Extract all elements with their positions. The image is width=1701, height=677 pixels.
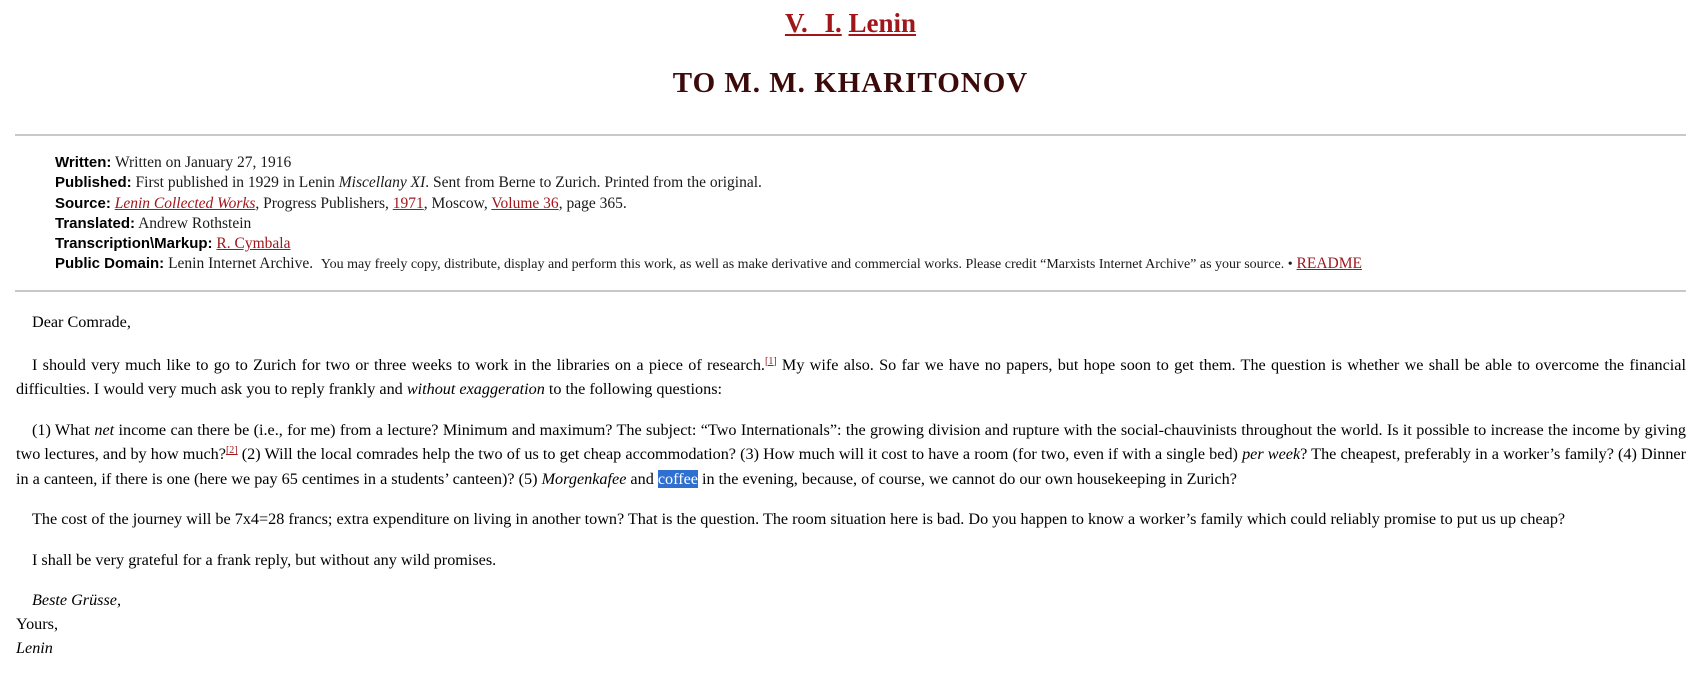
p1-text-c: to the following questions: (544, 380, 722, 398)
public-domain-archive: Lenin Internet Archive. (168, 255, 314, 273)
info-public-domain (55, 254, 1675, 275)
written-value: Written on January 27, 1916 (115, 154, 292, 171)
p2-text-e: and (626, 469, 658, 488)
p1-text-b: My wife also. So far we have no papers, but hope soon to get them. The question is whether we shall be able to overcome the financial difficulties. I would very much ask you to reply frankly and (16, 355, 1686, 398)
author-initials-link[interactable]: V. I. (784, 8, 842, 38)
p2-text-a: (1) What (32, 420, 95, 439)
p1-text-a: I should very much like to go to Zurich for two or three weeks to work in the libraries on a piece of research. (32, 355, 765, 374)
p2-per-week: per week (1242, 445, 1301, 463)
p2-text-d: ? The cheapest, preferably in a worker’s family? (4) Dinner in a canteen, if there is one (here we pay 65 centimes in a students’ canteen)? (5) (16, 445, 1687, 488)
transcriber-link[interactable]: R. Cymbala (216, 235, 291, 253)
author-surname-link[interactable]: Lenin (848, 8, 917, 38)
p2-text-c: (2) Will the local comrades help the two of us to get cheap accommodation? (3) How much will it cost to have a room (for two, even if with a single bed) (237, 445, 1243, 463)
translated-value: Andrew Rothstein (138, 214, 252, 232)
p2-net: net (94, 420, 115, 439)
info-source (55, 194, 1675, 214)
written-label: Written: (55, 154, 112, 171)
paragraph-4: I shall be very grateful for a frank reply, but without any wild promises. (32, 550, 497, 569)
year-link[interactable]: 1971 (392, 194, 424, 212)
collected-works-link[interactable] (115, 195, 256, 212)
letter-body (16, 310, 1686, 660)
selected-text-coffee[interactable]: coffee (657, 469, 698, 488)
paragraph-2 (16, 418, 1686, 492)
closing-greeting: Beste Grüsse, (32, 591, 122, 609)
published-post: . Sent from Berne to Zurich. Printed from the original. (425, 174, 762, 192)
info-translated (55, 214, 1675, 234)
bottom-divider (15, 290, 1686, 292)
published-pre: First published in 1929 in Lenin (135, 174, 335, 192)
page-title: TO M. M. KHARITONOV (672, 67, 1029, 99)
source-place: , Moscow, (423, 194, 488, 212)
yours: Yours, (16, 615, 58, 633)
info-written (55, 153, 1675, 173)
info-transcription (55, 234, 1675, 254)
info-block (55, 153, 1675, 276)
p2-text-f: in the evening, because, of course, we cannot do our own housekeeping in Zurich? (697, 469, 1237, 488)
published-xi: XI (410, 174, 426, 192)
salutation: Dear Comrade, (32, 313, 131, 331)
paragraph-3: The cost of the journey will be 7x4=28 francs; extra expenditure on living in another town? That is the question. The room situation here is bad. Do you happen to know a worker’s family which could reliably promise to put us up cheap? (32, 510, 1566, 528)
public-domain-notice: You may freely copy, distribute, display and perform this work, as well as make derivative and commercial works. Please credit “Marxists Internet Archive” as your source. • (320, 257, 1293, 273)
published-label: Published: (55, 174, 132, 192)
signature-name: Lenin (16, 639, 53, 657)
footnote-2 (226, 445, 238, 456)
footnote-1 (765, 356, 777, 367)
published-miscellany: Miscellany (338, 174, 407, 192)
public-domain-label: Public Domain: (55, 255, 165, 273)
paragraph-1 (16, 353, 1686, 402)
source-page: , page 365. (558, 194, 627, 212)
translated-label: Translated: (55, 214, 136, 232)
closing (16, 588, 1686, 612)
p1-emphasis: without exaggeration (406, 380, 545, 398)
readme-link[interactable]: README (1296, 255, 1362, 273)
footnote-2-link[interactable]: [2] (225, 445, 238, 456)
collected-works-text: Lenin Collected Works (114, 194, 256, 212)
source-label: Source: (55, 194, 111, 212)
p2-text-b: income can there be (i.e., for me) from a lecture? Minimum and maximum? The subject: “Two Internationals”: the growing division and rupture with the social-chauvinists throughout the world. Is it possible to increase the income by giving two lectures, and by how much? (16, 420, 1687, 463)
transcription-label: Transcription\Markup: (55, 235, 213, 253)
source-publisher: , Progress Publishers, (255, 194, 389, 212)
signature (16, 636, 1686, 660)
info-published (55, 173, 1675, 193)
volume-link[interactable]: Volume 36 (491, 194, 559, 212)
footnote-1-link[interactable]: [1] (764, 355, 777, 367)
author-heading (0, 0, 1701, 40)
p2-morgenkafee: Morgenkafee (541, 469, 627, 488)
top-divider (15, 134, 1686, 136)
